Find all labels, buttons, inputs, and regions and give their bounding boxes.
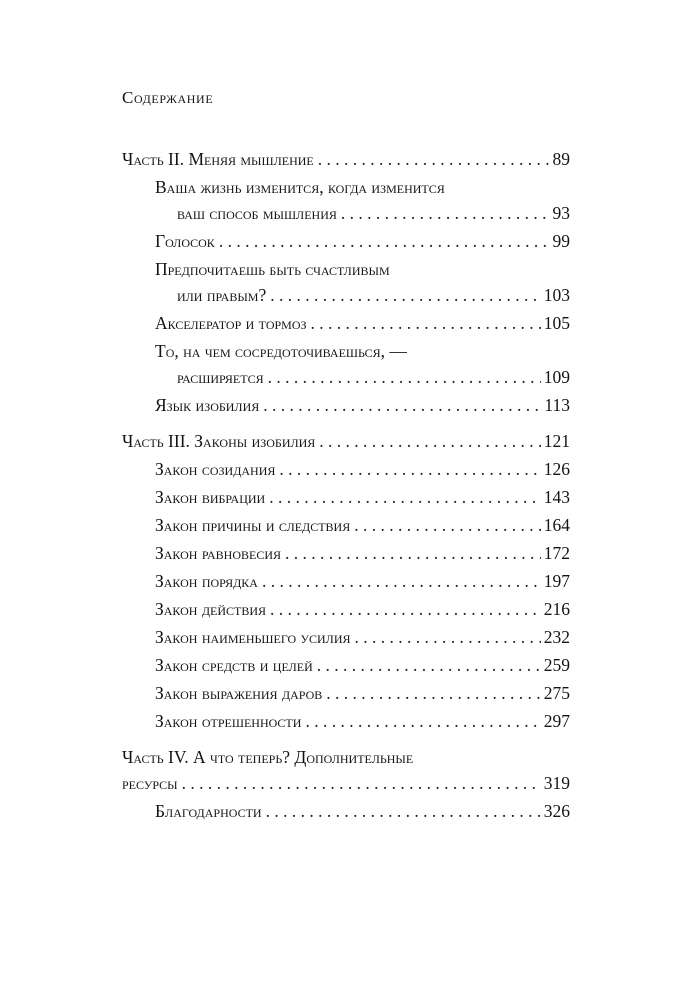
toc-entry — [0, 174, 681, 226]
toc-entry — [0, 596, 681, 622]
dot-leader — [311, 310, 541, 336]
toc-page-number: 89 — [552, 149, 570, 169]
toc-entry-title: Закон порядка — [155, 571, 258, 591]
toc-entry — [0, 624, 681, 650]
toc-entry — [0, 392, 681, 418]
toc-page-number: 172 — [543, 543, 570, 563]
dot-leader — [268, 364, 541, 390]
toc-entry-title: Часть III. Законы изобилия — [122, 431, 316, 451]
toc-entry-title: Часть II. Меняя мышление — [122, 149, 314, 169]
dot-leader — [305, 708, 540, 734]
toc-entry — [0, 228, 681, 254]
dot-leader — [219, 228, 550, 254]
toc-entry — [0, 540, 681, 566]
toc-part-entry — [0, 146, 681, 172]
toc-page-number: 105 — [543, 313, 570, 333]
toc-entry — [0, 512, 681, 538]
toc-entry-title-continued: расширяется — [177, 367, 264, 387]
toc-entry — [0, 798, 681, 824]
toc-page-number: 126 — [543, 459, 570, 479]
toc-entry — [0, 568, 681, 594]
toc-page-number: 297 — [543, 711, 570, 731]
toc-entry — [0, 256, 681, 308]
running-head: Содержание — [122, 88, 214, 107]
dot-leader — [326, 680, 540, 706]
dot-leader — [355, 624, 541, 650]
toc-entry — [0, 456, 681, 482]
toc-entry-title: Закон выражения даров — [155, 683, 323, 703]
toc-page-number: 216 — [543, 599, 570, 619]
toc-entry-title: Закон равновесия — [155, 543, 281, 563]
dot-leader — [317, 652, 541, 678]
toc-part-entry — [0, 428, 681, 454]
toc-entry-title: Акселератор и тормоз — [155, 313, 307, 333]
toc-entry-title: Благодарности — [155, 801, 262, 821]
toc-page-number: 99 — [552, 231, 570, 251]
toc-page-number: 232 — [543, 627, 570, 647]
toc-page-number: 319 — [543, 773, 570, 793]
toc-page-number: 259 — [543, 655, 570, 675]
dot-leader — [269, 484, 541, 510]
toc-entry — [0, 484, 681, 510]
dot-leader — [270, 596, 541, 622]
toc-entry — [0, 680, 681, 706]
toc-entry-title: Голосок — [155, 231, 215, 251]
dot-leader — [182, 770, 541, 796]
dot-leader — [262, 568, 541, 594]
toc-entry-title: Закон отрешенности — [155, 711, 302, 731]
toc-entry-title: Закон созидания — [155, 459, 276, 479]
dot-leader — [270, 282, 541, 308]
dot-leader — [341, 200, 550, 226]
toc-entry-title-continued: ресурсы — [122, 773, 178, 793]
toc-entry-title: Предпочитаешь быть счастливым — [155, 259, 390, 279]
toc-part-entry — [0, 744, 681, 796]
dot-leader — [318, 146, 550, 172]
toc-page-number: 93 — [552, 203, 570, 223]
toc-page-number: 109 — [543, 367, 570, 387]
toc-entry-title: Часть IV. А что теперь? Дополнительные — [122, 747, 414, 767]
toc-entry-title-continued: ваш способ мышления — [177, 203, 337, 223]
toc-entry-title: Ваша жизнь изменится, когда изменится — [155, 177, 445, 197]
dot-leader — [279, 456, 540, 482]
toc-entry-title: Закон вибрации — [155, 487, 266, 507]
toc-entry — [0, 652, 681, 678]
toc-entry-title: Закон причины и следствия — [155, 515, 351, 535]
toc-page-number: 113 — [544, 395, 570, 415]
dot-leader — [354, 512, 541, 538]
toc-page-number: 121 — [543, 431, 570, 451]
toc-entry-title: Закон средств и целей — [155, 655, 313, 675]
toc-page-number: 326 — [543, 801, 570, 821]
toc-page-number: 164 — [543, 515, 570, 535]
toc-page-number: 143 — [543, 487, 570, 507]
toc-page-number: 197 — [543, 571, 570, 591]
toc-entry — [0, 338, 681, 390]
dot-leader — [319, 428, 540, 454]
toc-entry-title: Закон наименьшего усилия — [155, 627, 351, 647]
toc-page-number: 275 — [543, 683, 570, 703]
toc-entry-title: Язык изобилия — [155, 395, 260, 415]
toc-entry-title: Закон действия — [155, 599, 267, 619]
dot-leader — [263, 392, 541, 418]
toc-entry — [0, 708, 681, 734]
toc-entry-title-continued: или правым? — [177, 285, 267, 305]
toc-page-number: 103 — [543, 285, 570, 305]
toc-entry-title: То, на чем сосредоточиваешься, — — [155, 341, 407, 361]
dot-leader — [285, 540, 541, 566]
dot-leader — [266, 798, 541, 824]
toc-entry — [0, 310, 681, 336]
